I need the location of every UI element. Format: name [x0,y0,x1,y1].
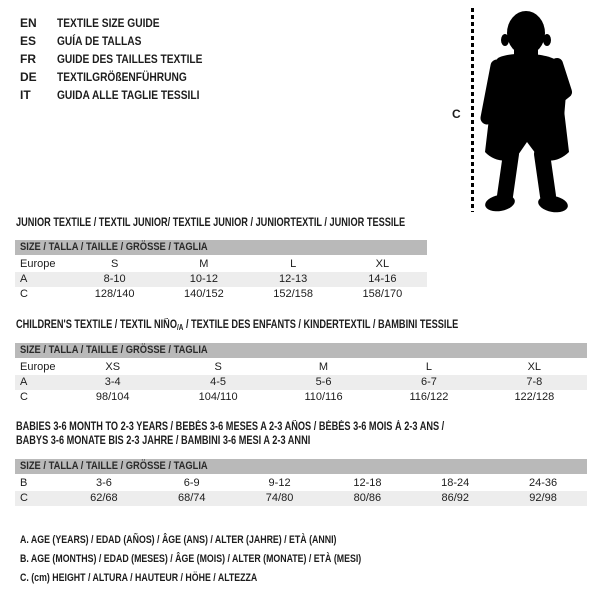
language-code: IT [20,88,31,102]
height-measure-line [471,8,474,212]
language-title: GUÍA DE TALLAS [57,34,142,48]
cell: XS [105,361,121,373]
row-label: A [20,376,28,388]
language-row [20,86,228,104]
cell: 5-6 [315,376,332,388]
cell: 128/140 [94,288,135,300]
row-label: B [20,477,28,489]
cell: 92/98 [529,492,557,504]
cell: 7-8 [526,376,543,388]
cell: 3-4 [104,376,121,388]
row-label: C [20,288,28,300]
row-label: C [20,492,28,504]
cell: 3-6 [95,477,112,489]
language-code: EN [20,16,37,30]
language-title: TEXTILGRÖßENFÜHRUNG [57,70,187,84]
language-code: ES [20,34,37,48]
table-row [15,491,587,506]
cell: 24-36 [528,477,558,489]
children-table-title: CHILDREN'S TEXTILE / TEXTIL $NIÑO_{/A}$ / TEXTILE DES ENFANTS / KINDERTEXTIL / BAMBINI TESSILE [16,319,459,332]
note-line: C. (cm) HEIGHT / ALTURA / HAUTEUR / HÖHE / ALTEZZA [20,572,258,584]
cell: 6-9 [183,477,200,489]
cell: 4-5 [210,376,227,388]
language-row [20,68,228,86]
cell: 122/128 [514,391,555,403]
language-code: FR [20,52,36,66]
cell: S [214,361,222,373]
cell: 152/158 [273,288,313,300]
cell: 12-13 [279,273,308,285]
language-row [20,14,228,32]
size-header-bar: SIZE / TALLA / TAILLE / GRÖSSE / TAGLIA [15,459,587,474]
cell: 8-10 [103,273,126,285]
cell: M [199,258,209,270]
cell: 18-24 [441,477,470,489]
cell: 80/86 [353,492,382,504]
cell: 14-16 [368,273,397,285]
junior-size-table [15,240,427,302]
cell: 10-12 [189,273,218,285]
language-legend [20,14,228,104]
language-title: GUIDA ALLE TAGLIE TESSILI [57,88,200,102]
table-row [15,476,587,491]
row-label: Europe [20,361,56,373]
size-header-bar: SIZE / TALLA / TAILLE / GRÖSSE / TAGLIA [15,343,587,358]
babies-table-title: BABIES 3-6 MONTH TO 2-3 YEARS / BEBÉS 3-6 MESES A 2-3 AÑOS / BÉBÉS 3-6 MOIS À 2-3 ANS / BABYS 3-6 MONATE BIS 2-3 JAHRE / BAMBINI 3-6 MESI A 2-3 ANNI [16,421,445,447]
size-header-bar: SIZE / TALLA / TAILLE / GRÖSSE / TAGLIA [15,240,427,255]
cell: 12-18 [353,477,382,489]
cell: 9-12 [268,477,291,489]
cell: 86/92 [441,492,469,504]
children-size-table [15,343,587,405]
cell: L [425,361,432,373]
cell: 104/110 [198,391,238,403]
cell: 62/68 [90,492,118,504]
table-row [15,287,427,302]
language-title: TEXTILE SIZE GUIDE [57,16,160,30]
cell: 68/74 [177,492,206,504]
cell: L [290,258,297,270]
cell: 158/170 [362,288,403,300]
row-label: Europe [20,258,56,270]
language-title: GUIDE DES TAILLES TEXTILE [57,52,203,66]
baby-silhouette-icon [478,6,578,214]
row-label: A [20,273,28,285]
table-row [15,360,587,375]
cell: XL [375,258,390,270]
cell: XL [527,361,542,373]
subscript: /A [176,323,184,332]
cell: 140/152 [183,288,224,300]
cell: 116/122 [409,391,449,403]
language-code: DE [20,70,37,84]
cell: 74/80 [265,492,294,504]
row-label: C [20,391,28,403]
note-line: B. AGE (MONTHS) / EDAD (MESES) / ÂGE (MOIS) / ALTER (MONATE) / ETÀ (MESI) [20,553,362,565]
cell: 110/116 [304,391,343,403]
table-row [15,272,427,287]
cell: M [318,361,329,373]
note-line: A. AGE (YEARS) / EDAD (AÑOS) / ÂGE (ANS) / ALTER (JAHRE) / ETÀ (ANNI) [20,534,337,546]
legend-notes [20,531,447,588]
table-row [15,257,427,272]
cell: 98/104 [95,391,130,403]
junior-table-title: JUNIOR TEXTILE / TEXTIL JUNIOR/ TEXTILE JUNIOR / JUNIORTEXTIL / JUNIOR TESSILE [16,217,406,229]
language-row [20,32,228,50]
table-row [15,375,587,390]
language-row [20,50,228,68]
cell: 6-7 [420,376,437,388]
height-measure-label: C [452,107,461,121]
cell: S [110,258,119,270]
table-row [15,390,587,405]
babies-size-table [15,459,587,506]
